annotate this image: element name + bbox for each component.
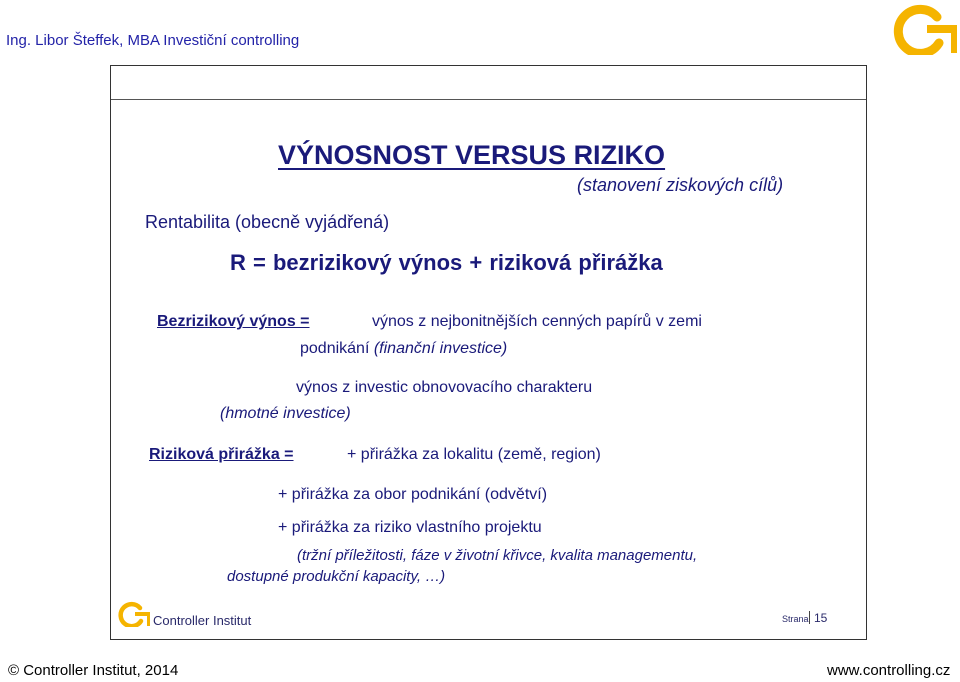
header-author: Ing. Libor Šteffek, MBA Investiční controlling [6, 32, 300, 49]
footer-brand: Controller Institut [153, 613, 252, 628]
page-label: Strana [782, 614, 809, 624]
rizikova-item-2: + přirážka za obor podnikání (odvětví) [278, 486, 548, 503]
rizikova-item-3: + přirážka za riziko vlastního projektu [278, 519, 542, 536]
bezrizikovy-label: Bezrizikový výnos = [157, 313, 310, 330]
rizikova-item-1: + přirážka za lokalitu (země, region) [347, 446, 601, 463]
controller-institut-logo-icon [893, 3, 957, 55]
page-separator [809, 611, 810, 624]
slide-title: VÝNOSNOST VERSUS RIZIKO [278, 140, 666, 170]
bezrizikovy-line2 [300, 340, 507, 358]
risk-formula: R = bezrizikový výnos + riziková přirážka [230, 250, 663, 275]
rentabilita-heading: Rentabilita (obecně vyjádřená) [145, 212, 390, 232]
bezrizikovy-line3: výnos z investic obnovovacího charakteru [296, 379, 593, 396]
website-link[interactable]: www.controlling.cz [827, 662, 951, 679]
copyright: © Controller Institut, 2014 [8, 662, 179, 679]
slide-top-bar [111, 66, 866, 100]
bezrizikovy-line2-text: podnikání [300, 340, 374, 357]
page-number: 15 [814, 611, 828, 625]
rizikova-note-1: (tržní příležitosti, fáze v životní křivce, kvalita managementu, [297, 547, 698, 564]
footer-logo-icon [118, 601, 150, 627]
bezrizikovy-line2-italic: (finanční investice) [373, 340, 508, 357]
rizikova-note-2: dostupné produkční kapacity, …) [227, 568, 446, 585]
rizikova-label: Riziková přirážka = [149, 446, 294, 463]
slide-subtitle: (stanovení ziskových cílů) [577, 175, 784, 195]
bezrizikovy-line4: (hmotné investice) [220, 405, 351, 422]
bezrizikovy-line1: výnos z nejbonitnějších cenných papírů v zemi [372, 313, 702, 330]
